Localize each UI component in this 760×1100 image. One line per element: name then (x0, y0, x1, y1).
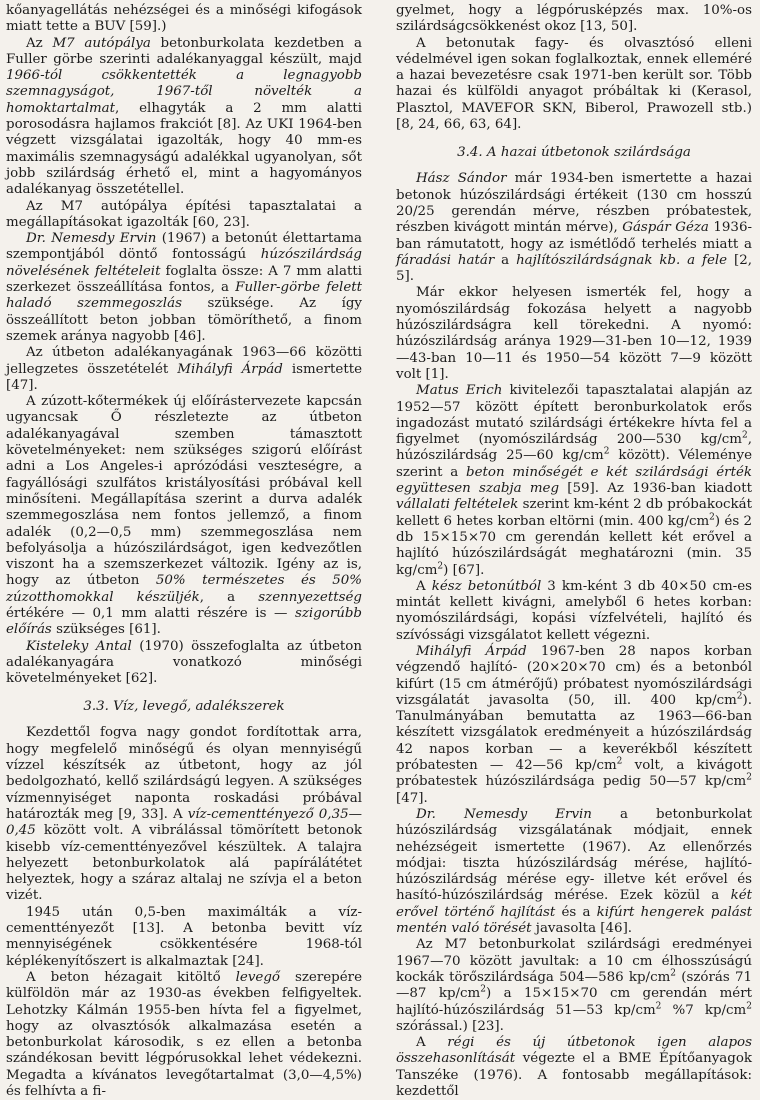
body-paragraph: Mihályfi Árpád 1967-ben 28 napos korban végzendő hajlító- (20×20×70 cm) és a betonból kifúrt (15 cm átmérőjű) próbatest nyomószilárdsági vizsgálatát javasolta (50, ill. 400 $kp/cm^2$). Tanulmányában bemutatta az 1963—66-ban készített vizsgálatok eredményeit a húzószilárdság 42 napos korban — a keverékből készített próbatesten — 42—56 $kp/cm^2$ volt, a kivágott próbatestek húzószilárdsága pedig 50—57 $kp/cm^2$ [47]. (396, 643, 752, 806)
body-paragraph: Hász Sándor már 1934-ben ismertette a hazai betonok húzószilárdsági értékeit (130 cm hosszú 20/25 gerendán mérve, részben próbatestek, részben kivágott mintán mérve), Gáspár Géza 1936-ban rámutatott, hogy az ismétlődő terhelés miatt a fáradási határ a hajlítószilárdságnak kb. a fele [2, 5]. (396, 171, 752, 285)
body-paragraph: gyelmet, hogy a légpórusképzés max. 10%-os szilárdságcsökkenést okoz [13, 50]. (396, 3, 752, 35)
body-paragraph: Az útbeton adalékanyagának 1963—66 közötti jellegzetes összetételét Mihályfi Árpád ismertette [47]. (6, 345, 363, 393)
body-paragraph: Kisteleky Antal (1970) összefoglalta az útbeton adalékanyagára vonatkozó minőségi követelményeket [62]. (6, 638, 362, 687)
body-paragraph: kőanyagellátás nehézségei és a minőségi kifogások miatt tette a BUV [59].) (6, 3, 362, 35)
section-heading: 3.4. A hazai útbetonok szilárdsága (457, 145, 691, 161)
body-paragraph: Kezdettől fogva nagy gondot fordítottak arra, hogy megfelelő minőségű és olyan mennyiségű vízzel készítsék az útbetont, hogy az jól bedolgozható, kellő szilárdságú legyen. A szükséges vízmennyiséget naponta roskadási próbával határozták meg [9, 33]. A víz-cementtényező 0,35—0,45 között volt. A vibrálással tömörített betonok kisebb víz-cementtényezővel készültek. A talajra helyezett betonburkolatok alá papírálátétet helyeztek, hogy a száraz altalaj ne szívja el a beton vizét. (6, 725, 362, 904)
body-paragraph: A betonutak fagy- és olvasztósó elleni védelmével igen sokan foglalkoztak, ennek elleméré a hazai bevezetésre csak 1971-ben került sor. Több hazai és külföldi anyagot próbáltak ki (Kerasol, Plasztol, MAVEFOR SKN, Biberol, Prawozell stb.) [8, 24, 66, 63, 64]. (396, 35, 752, 133)
body-paragraph: A zúzott-kőtermékek új előírástervezete kapcsán ugyancsak Ő részletezte az útbeton adalékanyagával szemben támasztott követelményeket: nem szükséges szigorú előírást adni a Los Angeles-i aprózódási veszteségre, a fagyállósági szulfátos kristályosítási próbával kell minősíteni. Megállapítása szerint a durva adalék szemmegoszlása nem fontos jellemző, a finom adalék (0,2—0,5 mm) szemmegoszlása nem befolyásolja a húzószilárdságot, igen kedvezőtlen viszont ha a szemszerkezet változik. Igény az is, hogy az útbeton 50% természetes és 50% zúzotthomokkal készüljék, a szennyezettség értékére — 0,1 mm alatti részére is — szigorúbb előírás szükséges [61]. (6, 394, 362, 638)
body-paragraph: A kész betonútból 3 km-ként 3 db 40×50 cm-es mintát kellett kivágni, amelyből 6 hetes korban: nyomószilárdsági, kopási vízfelvételi, hajlító és szívóssági vizsgálatot kellett végezni. (396, 578, 752, 643)
body-paragraph: Dr. Nemesdy Ervin (1967) a betonút élettartama szempontjából döntő fontosságú húzószilárdság növelésének feltételeit foglalta össze: A 7 mm alatti szerkezet összeállítása fontos, a Fuller-görbe felett haladó szemmegoszlás szüksége. Az így összeállított beton jobban tömöríthető, a finom szemek aránya nagyobb [46]. (6, 231, 363, 344)
body-paragraph: Dr. Nemesdy Ervin a betonburkolat húzószilárdság vizsgálatának módjait, ennek nehézségeit ismertette (1967). Az ellenőrzés módjai: tiszta húzószilárdság mérése, hajlító-húzószilárdság mérése egy- illetve két erővel és hasító-húzószilárdság mérése. Ezek közül a két erővel történő hajlítást és a kifúrt hengerek palást mentén való törését javasolta [46]. (396, 806, 752, 937)
right-column (396, 3, 752, 1100)
body-paragraph: Az M7 betonburkolat szilárdsági eredményei 1967—70 között javultak: a 10 cm élhosszúságú kockák törőszilárdsága 504—586 $kp/cm^2$ (szórás 71—87 $kp/cm^2$) a 15×15×70 cm gerendán mért hajlító-húzószilárdság 51—53 $kp/cm^2$ %7 $kp/cm^2$ szórással.) [23]. (396, 937, 752, 1034)
left-column (6, 3, 362, 1100)
body-paragraph: Matus Erich kivitelezői tapasztalatai alapján az 1952—57 között épített beronburkolatok erős ingadozást mutató szilárdsági értékekre hívta fel a figyelmet (nyomószilárdság 200—530 $kg/cm^2$, húzószilárdság 25—60 $kg/cm^2$ között). Véleménye szerint a beton minőségét e két szilárdsági érték együttesen szabja meg [59]. Az 1936-ban kiadott vállalati feltételek szerint km-ként 2 db próbakockát kellett 6 hetes korban eltörni (min. 400 $kg/cm^2$) és 2 db 15×15×70 cm gerendán kellett két erővel a hajlító húzószilárdságát meghatározni (min. 35 $kg/cm^2$) [67]. (396, 383, 753, 578)
body-paragraph: A beton hézagait kitöltő levegő szerepére külföldön már az 1930-as években felfigyeltek. Lehotzky Kálmán 1955-ben hívta fel a figyelmet, hogy az olvasztósók alkalmazása esetén a betonburkolat károsodik, s ez ellen a betonba szándékosan bevitt légpórusokkal lehet védekezni. Megadta a kívánatos levegőtartalmat (3,0—4,5%) és felhívta a fi- (6, 969, 362, 1099)
section-heading: 3.3. Víz, levegő, adalékszerek (83, 699, 285, 715)
body-paragraph: Már ekkor helyesen ismerték fel, hogy a nyomószilárdság fokozása helyett a nagyobb húzószilárdságra kell törekedni. A nyomó: húzószilárdság aránya 1929—31-ben 10—12, 1939—43-ban 10—11 és 1950—54 között 7—9 között volt [1]. (396, 285, 752, 382)
body-paragraph: 1945 után 0,5-ben maximálták a víz-cementtényezőt [13]. A betonba bevitt víz mennyiségének csökkentésére 1968-tól képlékenyítőszert is alkalmaztak [24]. (6, 904, 362, 969)
body-paragraph: A régi és új útbetonok igen alapos összehasonlítását végezte el a BME Építőanyagok Tanszéke (1976). A fontosabb megállapítások: kezdettől (396, 1035, 752, 1099)
body-paragraph: Az M7 autópálya betonburkolata kezdetben a Fuller görbe szerinti adalékanyaggal készült, majd 1966-tól csökkentették a legnagyobb szemnagyságot, 1967-től növelték a homoktartalmat, elhagyták a 2 mm alatti porosodásra hajlamos frakciót [8]. Az UKI 1964-ben végzett vizsgálatai igazolták, hogy 40 mm-es maximális szemnagyságú adalékkal ugyanolyan, sőt jobb szilárdság érhető el, mint a hagyományos adalékanyag összetétellel. (6, 35, 362, 198)
body-paragraph: Az M7 autópálya építési tapasztalatai a megállapításokat igazolták [60, 23]. (6, 198, 362, 230)
